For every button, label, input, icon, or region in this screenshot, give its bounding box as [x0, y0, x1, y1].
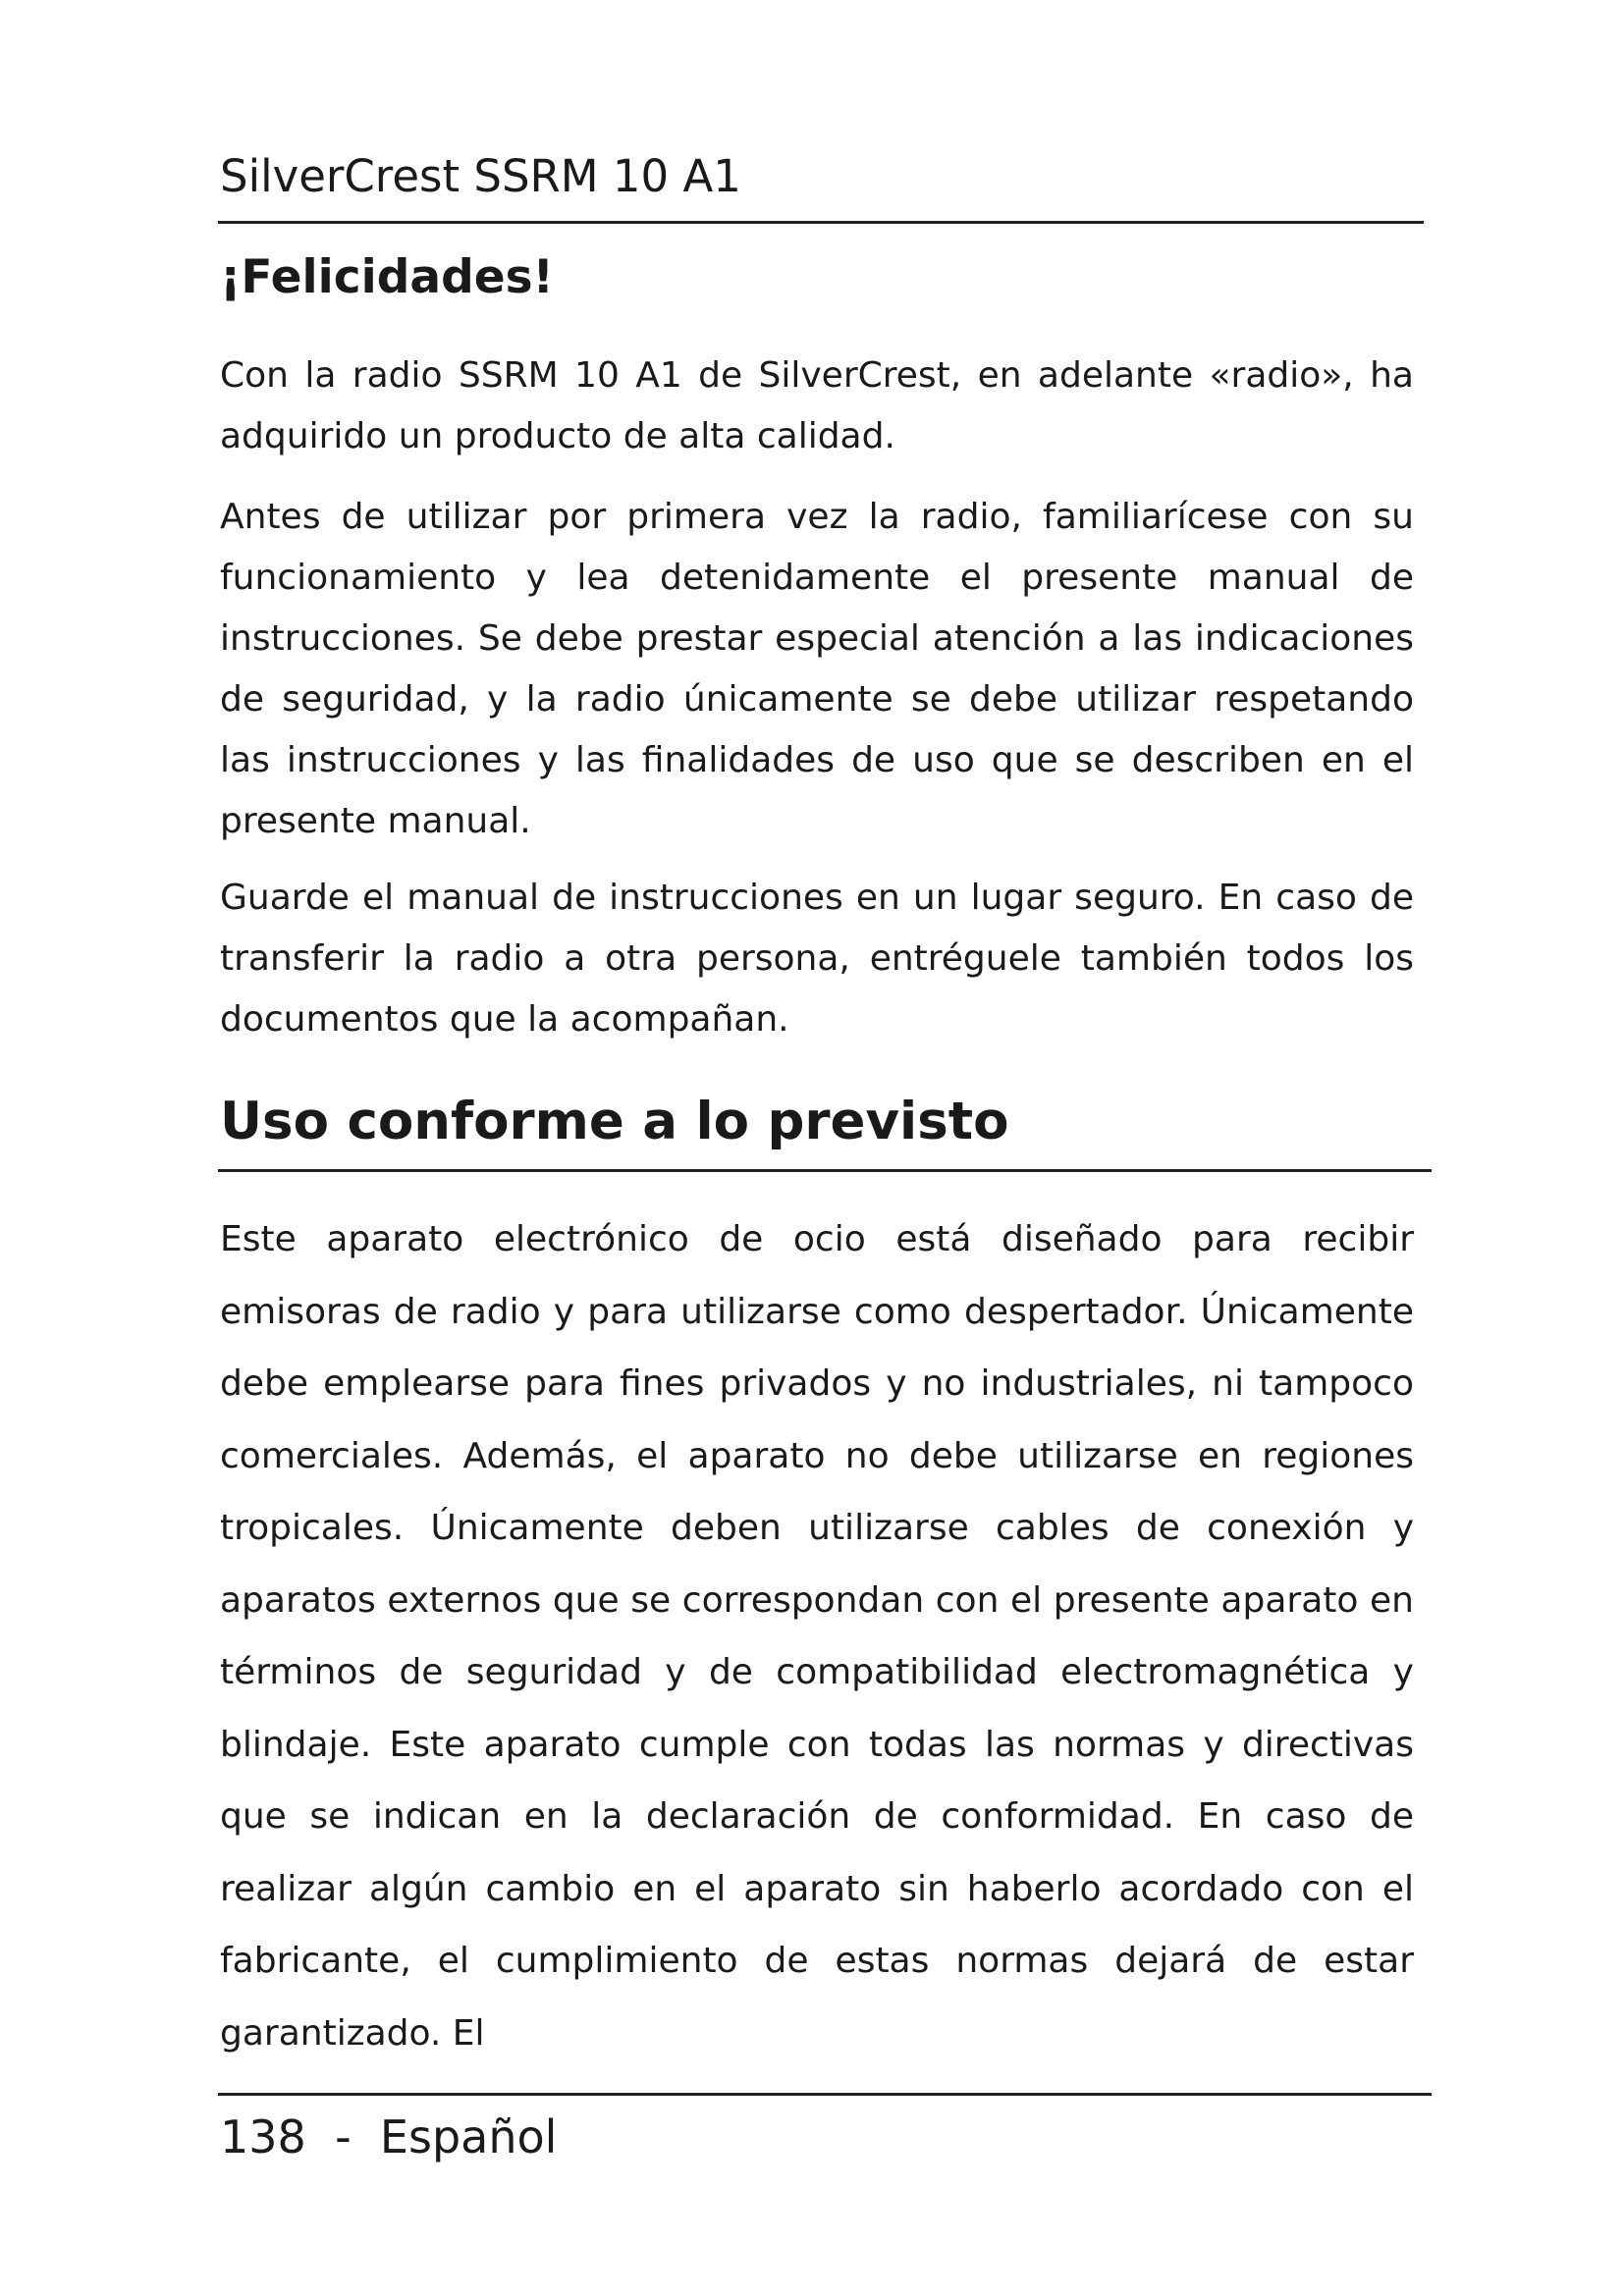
footer-rule: [218, 2093, 1432, 2096]
intended-use-heading: Uso conforme a lo previsto: [220, 1092, 1009, 1151]
congrats-paragraph-3: Guarde el manual de instrucciones en un lugar seguro. En caso de transferir la radio a otra persona, entréguele también todos los documentos que la acompañan.: [220, 878, 1414, 1040]
page-number: 138: [220, 2110, 306, 2163]
congrats-paragraph-2: Antes de utilizar por primera vez la radio, familiarícese con su funcionamiento y lea detenidamente el presente manual de instrucciones. Se debe prestar especial atención a las indicaciones de seguridad, y la radio únicamente se debe utilizar respetando las instrucciones y las finalidades de uso que se describen en el presente manual.: [220, 497, 1414, 841]
footer-separator: -: [335, 2110, 352, 2163]
congrats-paragraph-1: Con la radio SSRM 10 A1 de SilverCrest, en adelante «radio», ha adquirido un producto de alta calidad.: [220, 355, 1414, 456]
intended-use-paragraph: Este aparato electrónico de ocio está diseñado para recibir emisoras de radio y para utilizarse como despertador. Únicamente debe emplearse para fines privados y no industriales, ni tampoco comerciales. Además, el aparato no debe utilizarse en regiones tropicales. Únicamente deben utilizarse cables de conexión y aparatos externos que se correspondan con el presente aparato en términos de seguridad y de compatibilidad electromagnética y blindaje. Este aparato cumple con todas las normas y directivas que se indican en la declaración de conformidad. En caso de realizar algún cambio en el aparato sin haberlo acordado con el fabricante, el cumplimiento de estas normas dejará de estar garantizado. El: [220, 1219, 1414, 2054]
header-rule: [218, 221, 1424, 224]
page-footer: [220, 2107, 557, 2167]
running-header: SilverCrest SSRM 10 A1: [220, 150, 741, 202]
congrats-heading: ¡Felicidades!: [220, 250, 554, 304]
footer-language: Español: [379, 2110, 558, 2163]
manual-page: [218, 0, 1428, 2296]
section-rule: [218, 1169, 1432, 1172]
